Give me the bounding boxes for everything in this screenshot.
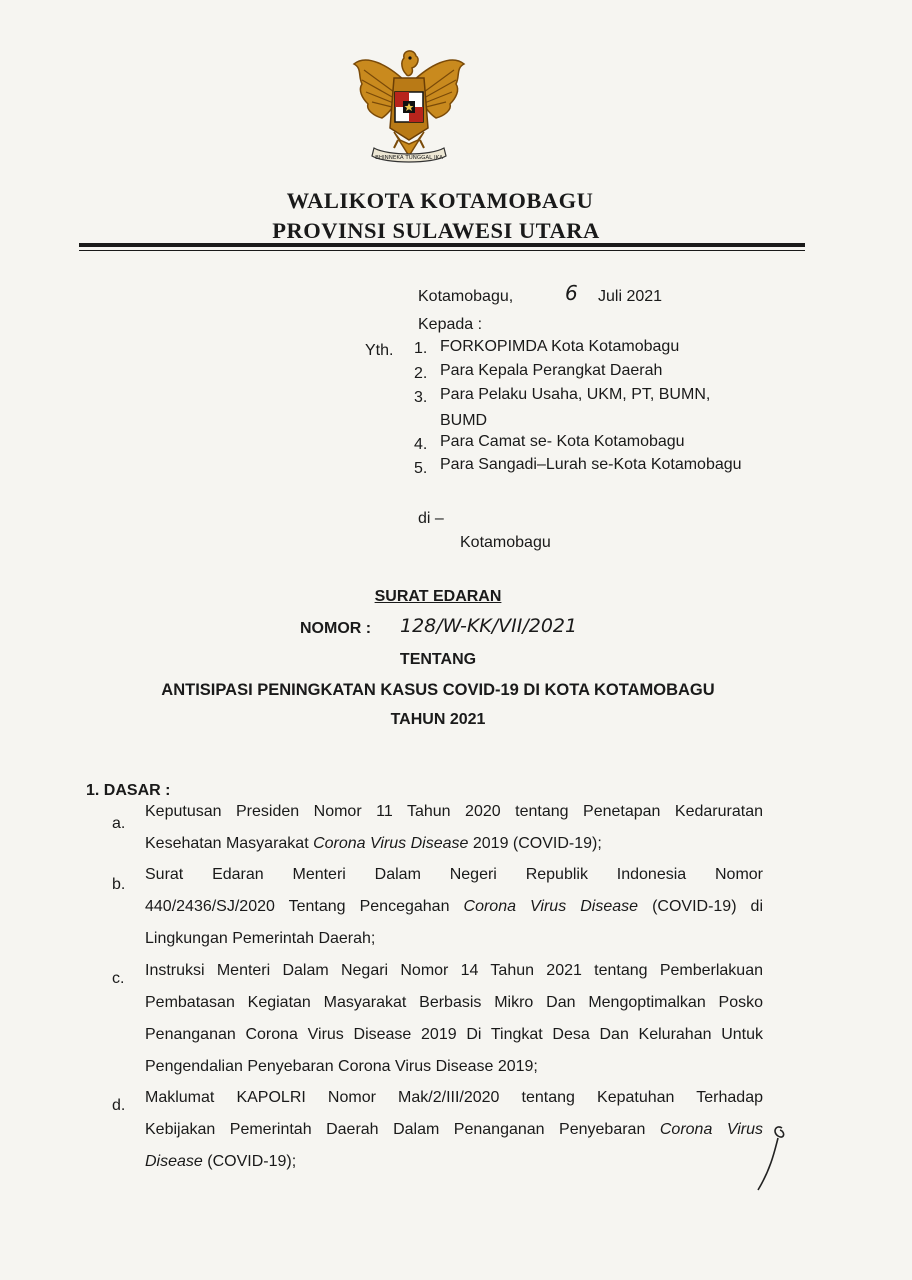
recipient-number: 4. [414, 436, 428, 453]
paragraph-line: Surat Edaran Menteri Dalam Negeri Republik Indonesia Nomor [145, 866, 763, 883]
paragraph-line: Lingkungan Pemerintah Daerah; [145, 930, 376, 947]
recipient-number: 1. [414, 340, 428, 357]
document-type: SURAT EDARAN [374, 588, 502, 605]
item-letter: b. [112, 876, 126, 893]
item-letter: c. [112, 970, 125, 987]
paragraph-line: Instruksi Menteri Dalam Negari Nomor 14 Tahun 2021 tentang Pemberlakuan [145, 962, 763, 979]
italic-term: Disease [145, 1153, 203, 1170]
recipient-item: Para Pelaku Usaha, UKM, PT, BUMN, [440, 386, 711, 403]
item-letter: d. [112, 1097, 126, 1114]
header-rule-thick [79, 243, 805, 247]
letter-place: Kotamobagu, [418, 288, 514, 305]
garuda-emblem-icon [348, 44, 470, 168]
recipient-item: Para Camat se- Kota Kotamobagu [440, 433, 685, 450]
recipient-number: 3. [414, 389, 428, 406]
recipient-item: FORKOPIMDA Kota Kotamobagu [440, 338, 680, 355]
italic-term: Corona Virus Disease [463, 898, 639, 915]
recipient-number: 2. [414, 365, 428, 382]
header-title-line1: WALIKOTA KOTAMOBAGU [286, 188, 594, 213]
dasar-item-d [145, 1082, 763, 1178]
di-place: Kotamobagu [460, 534, 551, 551]
dasar-item-b [145, 859, 763, 955]
paragraph-line: Kesehatan Masyarakat Corona Virus Disease 2019 (COVID-19); [145, 835, 602, 852]
dasar-item-c [145, 955, 763, 1083]
paragraph-line: Disease (COVID-19); [145, 1153, 297, 1170]
item-letter: a. [112, 815, 126, 832]
dasar-item-a [145, 796, 763, 860]
paragraph-line: Pengendalian Penyebaran Corona Virus Disease 2019; [145, 1058, 538, 1075]
tentang-label: TENTANG [399, 651, 477, 668]
nomor-label: NOMOR : [300, 620, 372, 637]
document-year: TAHUN 2021 [390, 711, 486, 728]
paragraph-line: Penanganan Corona Virus Disease 2019 Di Tingkat Desa Dan Kelurahan Untuk [145, 1026, 763, 1043]
document-subject: ANTISIPASI PENINGKATAN KASUS COVID-19 DI KOTA KOTAMOBAGU [161, 681, 715, 699]
paragraph-line: Keputusan Presiden Nomor 11 Tahun 2020 tentang Penetapan Kedaruratan [145, 803, 763, 820]
recipient-item: Para Kepala Perangkat Daerah [440, 362, 663, 379]
letter-month-year: Juli 2021 [598, 288, 663, 305]
initial-signature-icon [752, 1120, 792, 1194]
paragraph-line: Maklumat KAPOLRI Nomor Mak/2/III/2020 tentang Kepatuhan Terhadap [145, 1089, 763, 1106]
paragraph-line: Kebijakan Pemerintah Daerah Dalam Penanganan Penyebaran Corona Virus [145, 1121, 763, 1138]
yth-label: Yth. [365, 342, 394, 359]
handwritten-day: 6 [565, 281, 578, 305]
kepada-label: Kepada : [418, 316, 483, 333]
header-rule-thin [79, 250, 805, 251]
di-label: di – [418, 510, 444, 527]
italic-term: Corona Virus Disease [313, 835, 469, 852]
recipient-item: Para Sangadi–Lurah se-Kota Kotamobagu [440, 456, 742, 473]
svg-text:BHINNEKA TUNGGAL IKA: BHINNEKA TUNGGAL IKA [375, 155, 443, 161]
paragraph-line: 440/2436/SJ/2020 Tentang Pencegahan Corona Virus Disease (COVID-19) di [145, 898, 764, 915]
recipient-number: 5. [414, 460, 428, 477]
nomor-value-handwritten: 128/W-KK/VII/2021 [400, 615, 578, 637]
recipient-item: BUMD [440, 412, 488, 429]
paragraph-line: Pembatasan Kegiatan Masyarakat Berbasis Mikro Dan Mengoptimalkan Posko [145, 994, 763, 1011]
section-dasar-label: 1. DASAR : [86, 782, 171, 799]
header-title-line2: PROVINSI SULAWESI UTARA [272, 218, 600, 243]
italic-term: Corona Virus [659, 1121, 763, 1138]
